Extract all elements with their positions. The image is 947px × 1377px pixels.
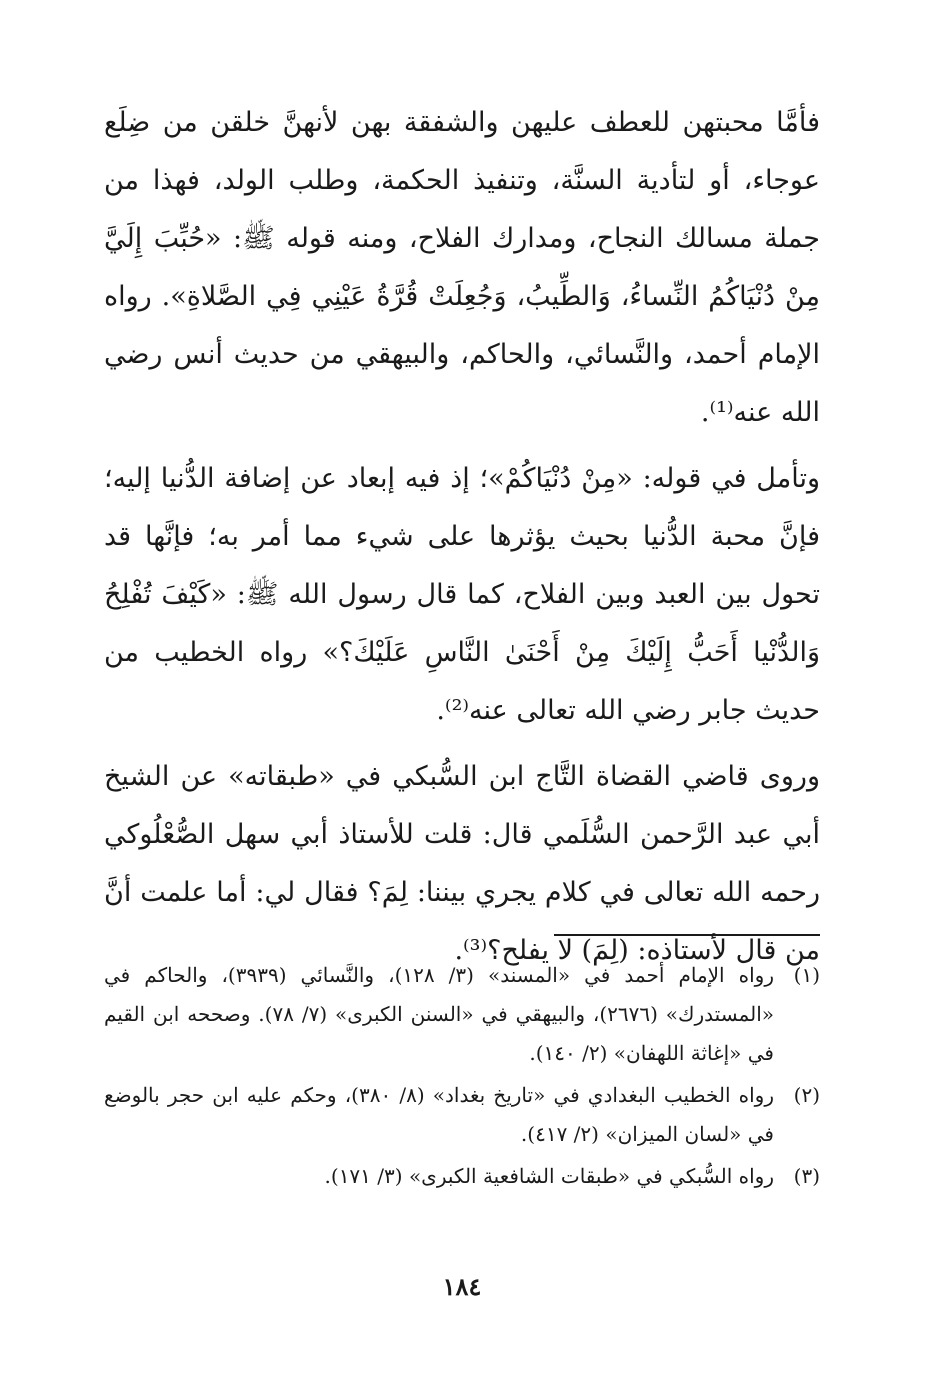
footnote-text: رواه السُّبكي في «طبقات الشافعية الكبرى» (٣/ ١٧١). <box>324 1164 774 1188</box>
footnote-text: رواه الخطيب البغدادي في «تاريخ بغداد» (٨/ ٣٨٠)، وحكم عليه ابن حجر بالوضع في «لسان الميزان» (٢/ ٤١٧). <box>104 1083 774 1146</box>
footnote-3 <box>104 1157 820 1196</box>
footnote-number: (١) <box>793 963 820 987</box>
footnote-text: رواه الإمام أحمد في «المسند» (٣/ ١٢٨)، والنَّسائي (٣٩٣٩)، والحاكم في «المستدرك» (٢٦٧٦)، والبيهقي في «السنن الكبرى» (٧/ ٧٨). وصححه ابن القيم في «إغاثة اللهفان» (٢/ ١٤٠). <box>104 963 774 1065</box>
footnote-1 <box>104 956 820 1073</box>
footnote-divider <box>554 934 820 936</box>
main-text <box>104 94 820 980</box>
footnote-number: (٢) <box>793 1083 820 1107</box>
paragraph-3: وروى قاضي القضاة التَّاج ابن السُّبكي في «طبقاته» عن الشيخ أبي عبد الرَّحمن السُّلَمي قال: قلت للأستاذ أبي سهل الصُّعْلُوكي رحمه الله تعالى في كلام يجري بيننا: لِمَ؟ فقال لي: أما علمت أنَّ من قال لأستاذه: (لِمَ) لا يفلح؟⁽³⁾. <box>104 761 820 966</box>
paragraph-2: وتأمل في قوله: «مِنْ دُنْيَاكُمْ»؛ إذ فيه إبعاد عن إضافة الدُّنيا إليه؛ فإنَّ محبة الدُّنيا بحيث يؤثرها على شيء مما أمر به؛ فإنَّها قد تحول بين العبد وبين الفلاح، كما قال رسول الله ﷺ: «كَيْفَ تُفْلِحُ وَالدُّنْيا أَحَبُّ إِلَيْكَ مِنْ أَحْنَىٰ النَّاسِ عَلَيْكَ؟» رواه الخطيب من حديث جابر رضي الله تعالى عنه⁽²⁾. <box>104 463 820 726</box>
paragraph-1: فأمَّا محبتهن للعطف عليهن والشفقة بهن لأنهنَّ خلقن من ضِلَع عوجاء، أو لتأدية السنَّة، وتنفيذ الحكمة، وطلب الولد، فهذا من جملة مسالك النجاح، ومدارك الفلاح، ومنه قوله ﷺ: «حُبِّبَ إِلَيَّ مِنْ دُنْيَاكُمُ النِّساءُ، وَالطِّيبُ، وَجُعِلَتْ قُرَّةُ عَيْنِي فِي الصَّلاةِ». رواه الإمام أحمد، والنَّسائي، والحاكم، والبيهقي من حديث أنس رضي الله عنه⁽¹⁾. <box>104 107 820 428</box>
footnote-2 <box>104 1076 820 1154</box>
footnotes <box>104 956 820 1199</box>
page-number: ١٨٤ <box>442 1272 482 1301</box>
footnote-number: (٣) <box>793 1164 820 1188</box>
book-page <box>104 94 820 1324</box>
